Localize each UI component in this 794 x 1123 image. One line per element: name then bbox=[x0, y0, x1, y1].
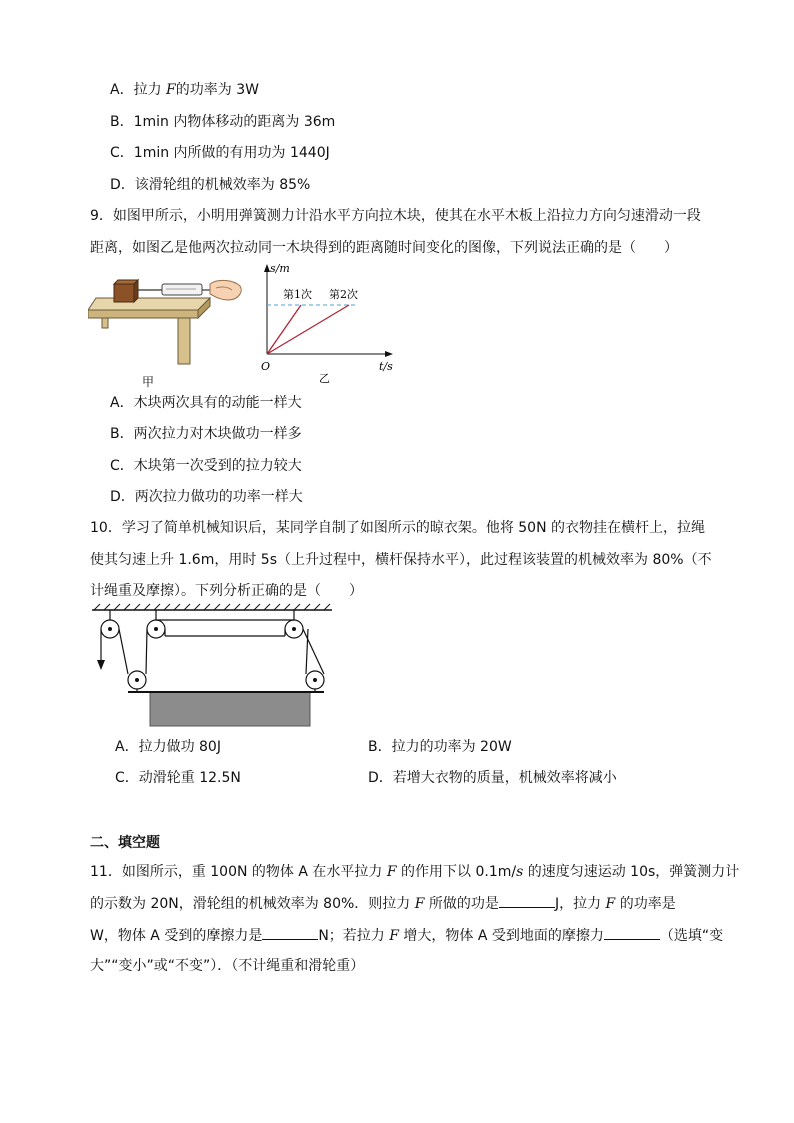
figure-yi-st-graph bbox=[255, 258, 400, 384]
answer-blank-friction[interactable] bbox=[262, 925, 318, 940]
y-axis-label: s/m bbox=[270, 262, 290, 275]
q10-stem-line1: 10．学习了简单机械知识后，某同学自制了如图所示的晾衣架。他将 50N 的衣物挂在横杆上，拉绳 bbox=[90, 520, 705, 536]
q11-line2: 的示数为 20N，滑轮组的机械效率为 80%．则拉力 F 所做的功是 J，拉力 F 的功率是 bbox=[90, 893, 676, 914]
q8-option-a: A．拉力 F的功率为 3W bbox=[110, 82, 259, 98]
graph-caption: 乙 bbox=[319, 372, 330, 384]
q10-option-a: A．拉力做功 80J bbox=[115, 739, 221, 755]
q8-option-d: D．该滑轮组的机械效率为 85% bbox=[110, 177, 311, 193]
q8-option-b: B．1min 内物体移动的距离为 36m bbox=[110, 114, 336, 130]
q11-line3: W，物体 A 受到的摩擦力是 N；若拉力 F 增大，物体 A 受到地面的摩擦力 （选填“变 bbox=[90, 925, 723, 946]
q10-stem-line2: 使其匀速上升 1.6m，用时 5s（上升过程中，横杆保持水平），此过程该装置的机械效率为 80%（不 bbox=[90, 552, 712, 568]
x-axis-label: t/s bbox=[379, 360, 393, 373]
q9-option-a: A．木块两次具有的动能一样大 bbox=[110, 395, 302, 411]
figure-jia-caption: 甲 bbox=[142, 375, 155, 389]
line-first-trial bbox=[267, 305, 301, 354]
q11-line4: 大”“变小”或“不变”）．（不计绳重和滑轮重） bbox=[90, 958, 365, 974]
line-second-trial bbox=[267, 305, 349, 354]
q9-option-b: B．两次拉力对木块做功一样多 bbox=[110, 426, 302, 442]
section-title-fill-in: 二、填空题 bbox=[90, 835, 160, 851]
ceiling-hatching bbox=[94, 604, 330, 610]
q9-option-d: D．两次拉力做功的功率一样大 bbox=[110, 489, 303, 505]
q10-stem-line3: 计绳重及摩擦）。下列分析正确的是（ ） bbox=[90, 583, 363, 599]
answer-blank-change[interactable] bbox=[604, 925, 660, 940]
q9-option-c: C．木块第一次受到的拉力较大 bbox=[110, 458, 302, 474]
x-axis-arrow bbox=[385, 351, 393, 357]
q8-option-c: C．1min 内所做的有用功为 1440J bbox=[110, 145, 330, 161]
q9-stem-line2: 距离，如图乙是他两次拉动同一木块得到的距离随时间变化的图像，下列说法正确的是（ ） bbox=[90, 240, 678, 256]
answer-blank-work[interactable] bbox=[499, 893, 555, 908]
origin-label: O bbox=[261, 360, 271, 373]
q10-option-b: B．拉力的功率为 20W bbox=[368, 739, 512, 755]
q11-line1: 11．如图所示，重 100N 的物体 A 在水平拉力 F 的作用下以 0.1m/s 的速度匀速运动 10s，弹簧测力计 bbox=[90, 864, 740, 880]
figure-clothes-rack-pulleys bbox=[88, 602, 336, 730]
pull-direction-arrow bbox=[97, 660, 105, 670]
label-first-trial: 第1次 bbox=[283, 288, 312, 301]
figure-jia-block-on-table bbox=[88, 270, 248, 370]
label-second-trial: 第2次 bbox=[329, 288, 358, 301]
q10-option-d: D．若增大衣物的质量，机械效率将减小 bbox=[368, 770, 617, 786]
q10-option-c: C．动滑轮重 12.5N bbox=[115, 770, 241, 786]
q9-stem-line1: 9．如图甲所示，小明用弹簧测力计沿水平方向拉木块，使其在水平木板上沿拉力方向匀速滑动一段 bbox=[90, 208, 701, 224]
clothes-load bbox=[150, 692, 310, 726]
